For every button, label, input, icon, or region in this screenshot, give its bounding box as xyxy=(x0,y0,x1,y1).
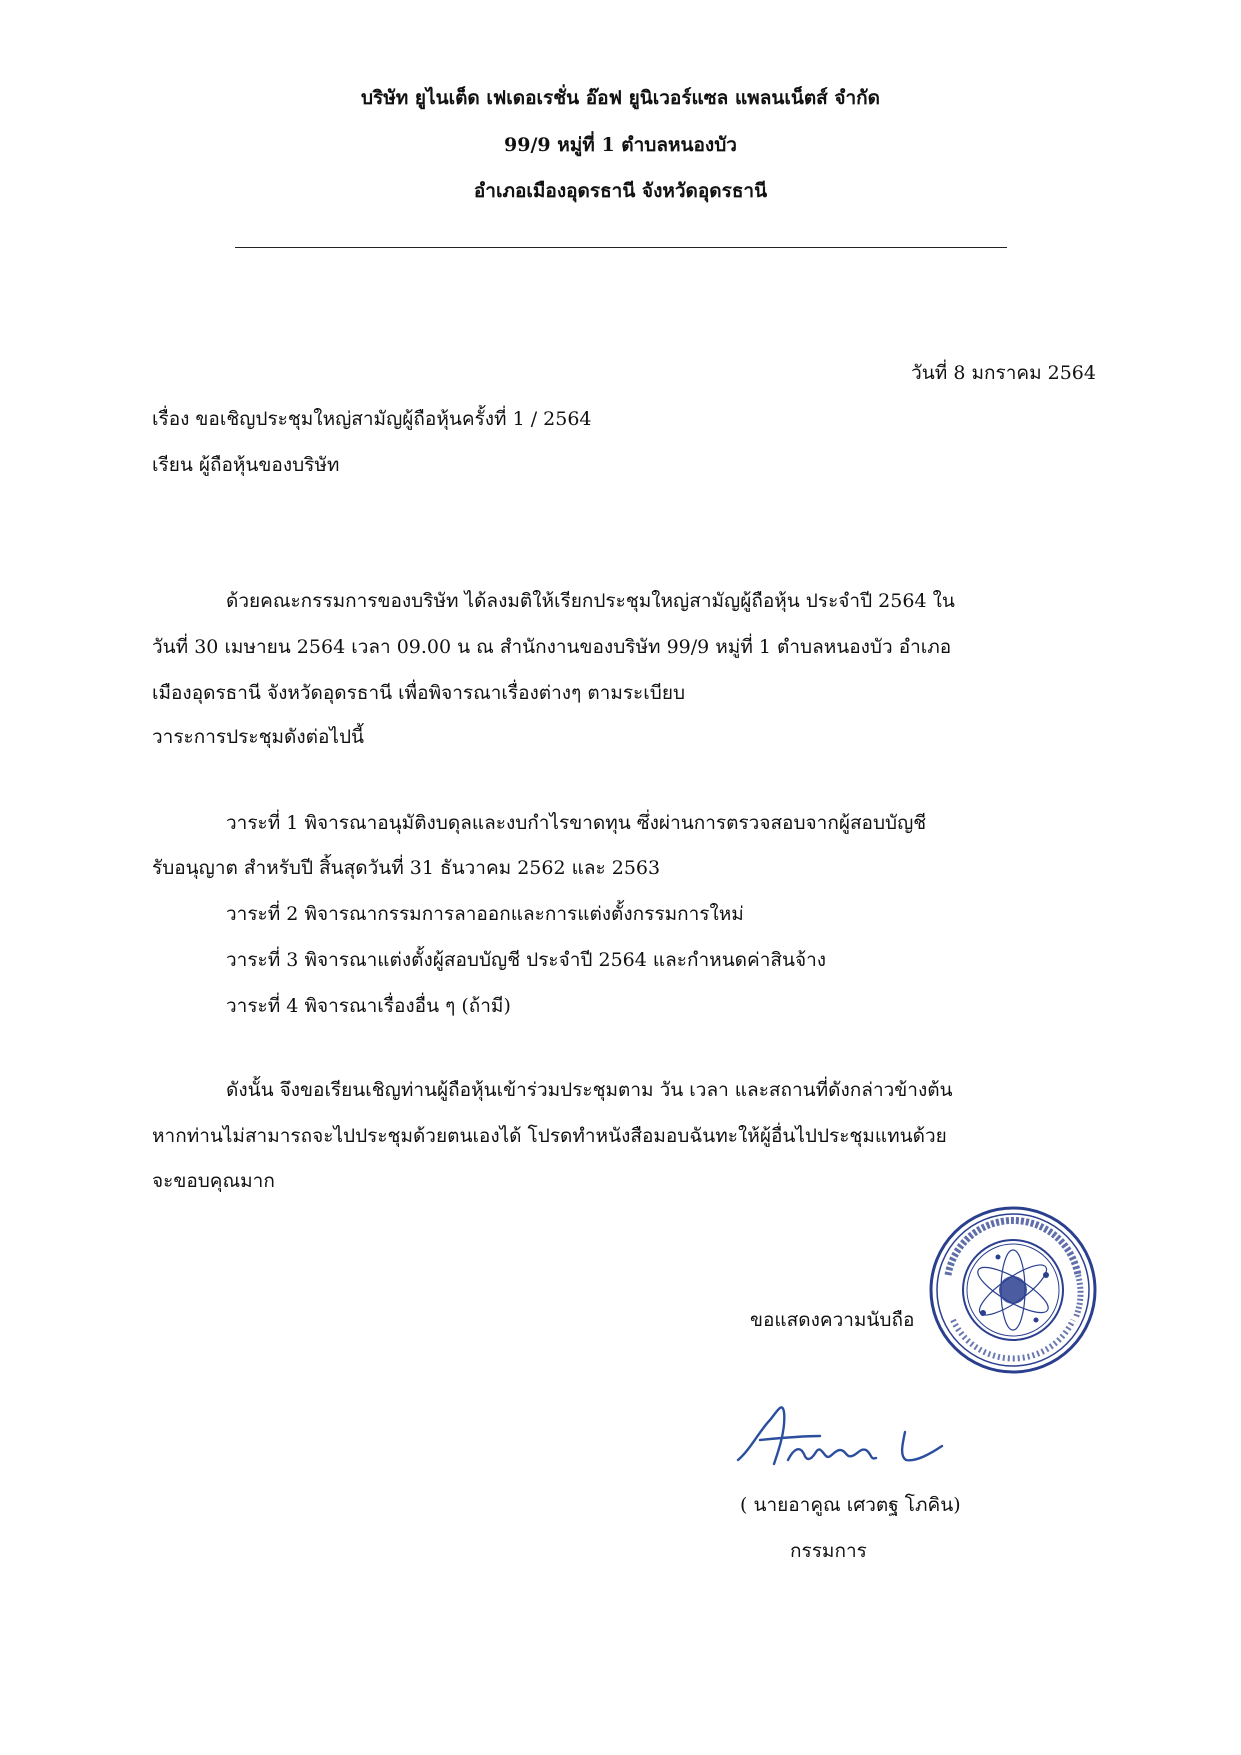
letter-date: วันที่ 8 มกราคม 2564 xyxy=(911,362,1096,384)
company-address-line-2: อำเภอเมืองอุดรธานี จังหวัดอุดรธานี xyxy=(473,180,768,202)
agenda-item-1-continued: รับอนุญาต สำหรับปี สิ้นสุดวันที่ 31 ธันวาคม 2562 และ 2563 xyxy=(152,857,661,879)
letter-subject: เรื่อง ขอเชิญประชุมใหญ่สามัญผู้ถือหุ้นครั้งที่ 1 / 2564 xyxy=(152,408,592,430)
handwritten-signature xyxy=(730,1390,950,1480)
company-address-line-1: 99/9 หมู่ที่ 1 ตำบลหนองบัว xyxy=(504,134,737,156)
company-name: บริษัท ยูไนเต็ด เฟเดอเรชั่น อ๊อฟ ยูนิเวอร์แซล แพลนเน็ตส์ จำกัด xyxy=(360,87,881,109)
paragraph-1-line-1: ด้วยคณะกรรมการของบริษัท ได้ลงมติให้เรียกประชุมใหญ่สามัญผู้ถือหุ้น ประจำปี 2564 ใน xyxy=(226,590,955,612)
header-divider xyxy=(235,247,1007,248)
paragraph-2-line-1: ดังนั้น จึงขอเรียนเชิญท่านผู้ถือหุ้นเข้าร่วมประชุมตาม วัน เวลา และสถานที่ดังกล่าวข้างต้น xyxy=(226,1079,953,1101)
paragraph-2-line-2: หากท่านไม่สามารถจะไปประชุมด้วยตนเองได้ โปรดทำหนังสือมอบฉันทะให้ผู้อื่นไปประชุมแทนด้วย xyxy=(152,1125,947,1147)
paragraph-1-line-3: เมืองอุดรธานี จังหวัดอุดรธานี เพื่อพิจารณาเรื่องต่างๆ ตามระเบียบ xyxy=(152,682,686,704)
agenda-item-1: วาระที่ 1 พิจารณาอนุมัติงบดุลและงบกำไรขาดทุน ซึ่งผ่านการตรวจสอบจากผู้สอบบัญชี xyxy=(226,812,927,834)
paragraph-2-line-3: จะขอบคุณมาก xyxy=(152,1170,275,1192)
agenda-item-4: วาระที่ 4 พิจารณาเรื่องอื่น ๆ (ถ้ามี) xyxy=(226,995,511,1017)
paragraph-1-line-2: วันที่ 30 เมษายน 2564 เวลา 09.00 น ณ สำนักงานของบริษัท 99/9 หมู่ที่ 1 ตำบลหนองบัว อำเภอ xyxy=(152,636,952,658)
agenda-item-3: วาระที่ 3 พิจารณาแต่งตั้งผู้สอบบัญชี ประจำปี 2564 และกำหนดค่าสินจ้าง xyxy=(226,949,827,971)
signatory-name: ( นายอาคูณ เศวตฐ โภคิน) xyxy=(740,1494,961,1516)
paragraph-1-line-4: วาระการประชุมดังต่อไปนี้ xyxy=(152,726,364,748)
signatory-title: กรรมการ xyxy=(790,1540,867,1562)
closing-salutation: ขอแสดงความนับถือ xyxy=(750,1309,915,1331)
company-seal-stamp xyxy=(928,1205,1098,1375)
agenda-item-2: วาระที่ 2 พิจารณากรรมการลาออกและการแต่งตั้งกรรมการใหม่ xyxy=(226,903,744,925)
letter-recipient: เรียน ผู้ถือหุ้นของบริษัท xyxy=(152,454,340,476)
